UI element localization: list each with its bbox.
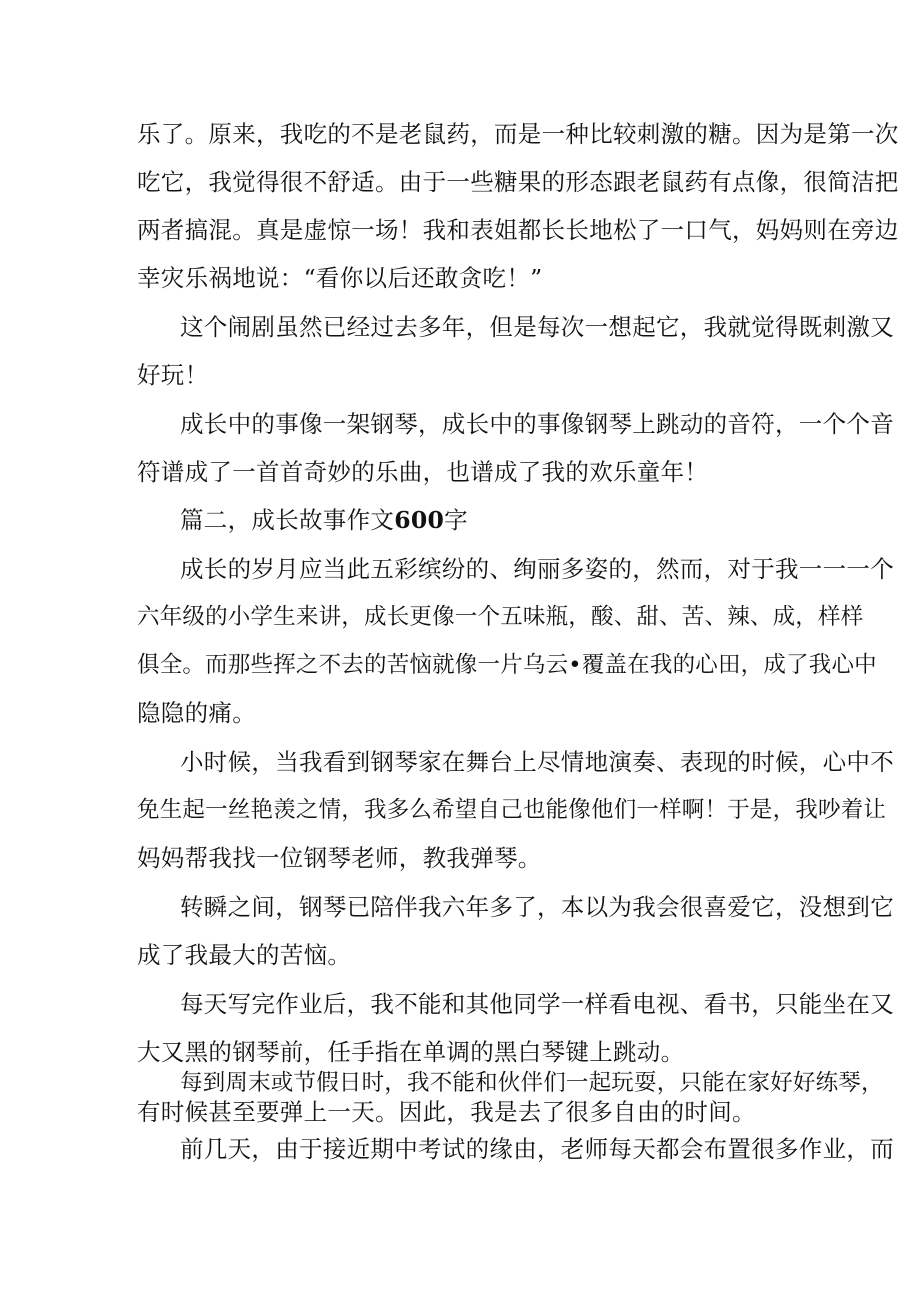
text-line: 成长的岁月应当此五彩缤纷的、绚丽多姿的，然而，对于我一一一个 <box>180 555 894 583</box>
text-line: 成长中的事像一架钢琴，成长中的事像钢琴上跳动的音符，一个个音 <box>180 410 894 438</box>
text-line: 每到周末或节假日时，我不能和伙伴们一起玩耍，只能在家好好练琴， <box>180 1070 884 1096</box>
text-line: 吃它，我觉得很不舒适。由于一些糖果的形态跟老鼠药有点像，很简洁把 <box>137 168 899 196</box>
text-line: 隐隐的痛。 <box>137 699 256 727</box>
text-line: 好玩！ <box>137 361 209 389</box>
heading-suffix: 字 <box>444 506 468 534</box>
text-line: 转瞬之间，钢琴已陪伴我六年多了，本以为我会很喜爱它，没想到它 <box>180 893 894 921</box>
text-line: 两者搞混。真是虚惊一场！我和表姐都长长地松了一口气，妈妈则在旁边 <box>137 216 899 244</box>
text-line: 有时候甚至要弹上一天。因此，我是去了很多自由的时间。 <box>137 1098 756 1126</box>
text-line: 幸灾乐祸地说：“看你以后还敢贪吃！” <box>137 264 543 292</box>
text-line: 这个闹剧虽然已经过去多年，但是每次一想起它，我就觉得既刺激又 <box>180 313 894 341</box>
text-line: 妈妈帮我找一位钢琴老师，教我弹琴。 <box>137 844 542 872</box>
section-heading <box>180 504 468 536</box>
text-line: 俱全。而那些挥之不去的苦恼就像一片乌云•覆盖在我的心田，成了我心中 <box>137 652 877 678</box>
text-line: 每天写完作业后，我不能和其他同学一样看电视、看书，只能坐在又 <box>180 990 894 1018</box>
heading-number: 600 <box>394 506 445 534</box>
text-line: 六年级的小学生来讲，成长更像一个五味瓶，酸、甜、苦、辣、成，样样 <box>137 604 864 630</box>
heading-text: 篇二，成长故事作文 <box>180 506 395 534</box>
text-line: 符谱成了一首首奇妙的乐曲，也谱成了我的欢乐童年！ <box>137 458 709 486</box>
text-line: 成了我最大的苦恼。 <box>137 941 352 969</box>
text-line: 小时候，当我看到钢琴家在舞台上尽情地演奏、表现的时候，心中不 <box>180 748 894 776</box>
text-line: 大又黑的钢琴前，任手指在单调的黑白琴键上跳动。 <box>137 1038 685 1066</box>
text-line: 免生起一丝艳羡之情，我多么希望自己也能像他们一样啊！于是，我吵着让 <box>137 797 887 823</box>
text-line: 乐了。原来，我吃的不是老鼠药，而是一种比较刺激的糖。因为是第一次 <box>137 120 899 148</box>
text-line: 前几天，由于接近期中考试的缘由，老师每天都会布置很多作业，而 <box>180 1135 894 1163</box>
